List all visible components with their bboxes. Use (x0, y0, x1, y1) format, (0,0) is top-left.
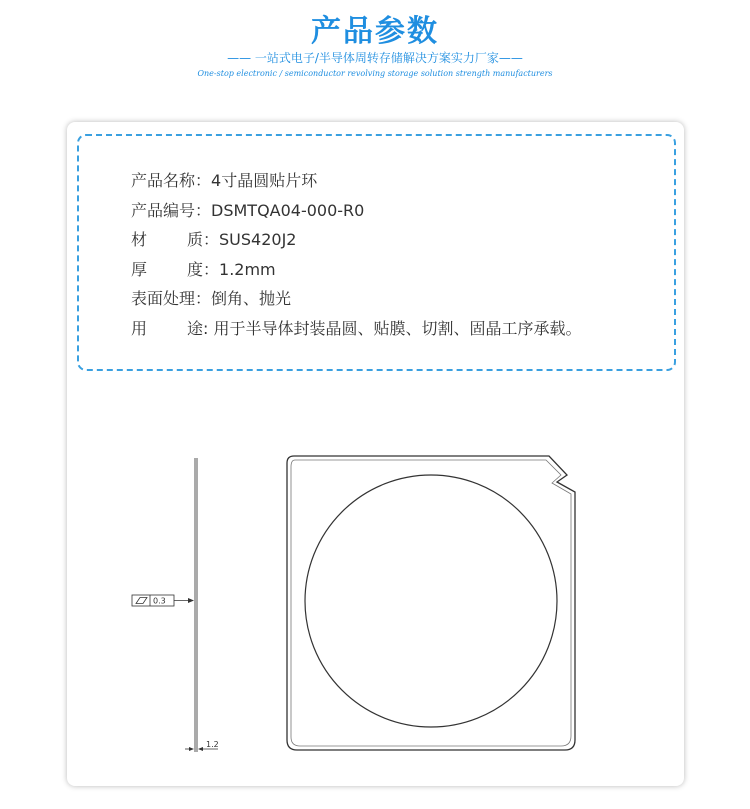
thickness-dimension (185, 740, 219, 751)
spec-label: 用途 (131, 318, 203, 338)
spec-value: 倒角、抛光 (211, 289, 292, 308)
spec-label: 产品编号： (131, 200, 212, 220)
spec-label: 产品名称： (131, 171, 212, 190)
page-subtitle-english: One-stop electronic / semiconductor revolving storage solution strength manufacturers (197, 69, 553, 78)
dimension-arrow-icon (198, 747, 203, 751)
flatness-tolerance-frame (132, 595, 194, 606)
page-title: 产品参数 (311, 14, 439, 49)
page-subtitle: —— 一站式电子/半导体周转存储解决方案实力厂家—— (227, 51, 523, 65)
spec-value: 1.2mm (219, 259, 276, 279)
dimension-arrow-icon (189, 747, 194, 751)
flatness-value: 0.3 (153, 596, 166, 606)
wafer-opening-circle (305, 475, 557, 727)
spec-separator: ： (203, 230, 220, 249)
spec-value: 用于半导体封装晶圆、贴膜、切割、固晶工序承载。 (213, 318, 582, 338)
spec-value: DSMTQA04-000-R0 (211, 200, 365, 220)
spec-label: 厚度 (131, 259, 203, 279)
spec-value: SUS420J2 (219, 230, 297, 249)
spec-separator: : (203, 318, 209, 338)
spec-separator: ： (203, 259, 220, 279)
spec-label: 表面处理： (131, 289, 212, 308)
spec-label: 材质 (131, 230, 203, 249)
spec-value: 4寸晶圆贴片环 (211, 171, 318, 190)
thickness-value: 1.2 (206, 740, 219, 749)
leader-arrow-icon (188, 598, 194, 603)
